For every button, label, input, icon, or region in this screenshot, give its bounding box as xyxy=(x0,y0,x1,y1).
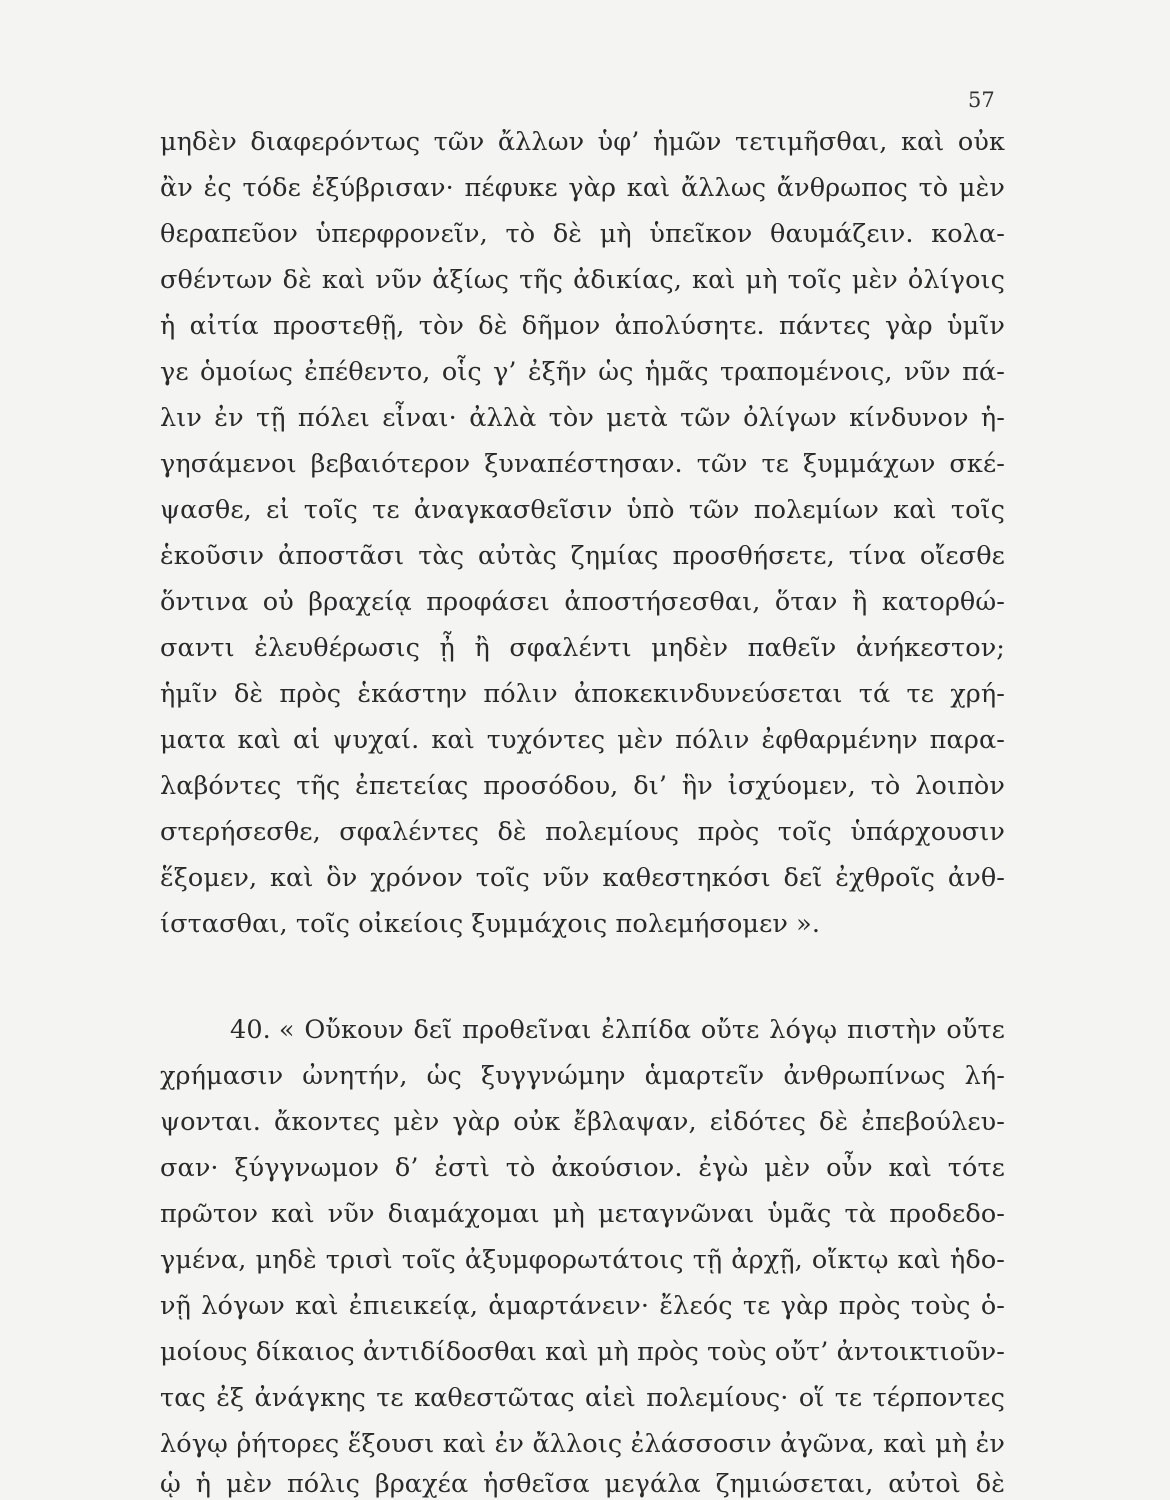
text-line: ἕξομεν, καὶ ὃν χρόνον τοῖς νῦν καθεστηκόσι δεῖ ἐχθροῖς ἀνθ- xyxy=(160,863,1005,893)
text-line: ὅντινα οὐ βραχείᾳ προφάσει ἀποστήσεσθαι, ὅταν ἢ κατορθώ- xyxy=(160,587,1005,617)
section-first-text: « Οὔκουν δεῖ προθεῖναι ἐλπίδα οὔτε λόγῳ πιστὴν οὔτε xyxy=(278,1015,1005,1045)
text-line: ματα καὶ αἱ ψυχαί. καὶ τυχόντες μὲν πόλιν ἐφθαρμένην παρα- xyxy=(160,725,1005,755)
text-line: πρῶτον καὶ νῦν διαμάχομαι μὴ μεταγνῶναι ὑμᾶς τὰ προδεδο- xyxy=(160,1199,1005,1229)
text-line: ψονται. ἄκοντες μὲν γὰρ οὐκ ἔβλαψαν, εἰδότες δὲ ἐπεβούλευ- xyxy=(160,1107,1005,1137)
text-line: ᾧ ἡ μὲν πόλις βραχέα ἡσθεῖσα μεγάλα ζημιώσεται, αὐτοὶ δὲ xyxy=(160,1470,1005,1498)
section-first-line xyxy=(230,1010,1005,1050)
text-line: ἑκοῦσιν ἀποστᾶσι τὰς αὐτὰς ζημίας προσθήσετε, τίνα οἴεσθε xyxy=(160,541,1005,571)
text-line: μηδὲν διαφερόντως τῶν ἄλλων ὑφ’ ἡμῶν τετιμῆσθαι, καὶ οὐκ xyxy=(160,127,1005,157)
text-line: ἡμῖν δὲ πρὸς ἑκάστην πόλιν ἀποκεκινδυνεύσεται τά τε χρή- xyxy=(160,679,1005,709)
text-line: ίστασθαι, τοῖς οἰκείοις ξυμμάχοις πολεμήσομεν ». xyxy=(160,909,821,939)
text-line: στερήσεσθε, σφαλέντες δὲ πολεμίους πρὸς τοῖς ὑπάρχουσιν xyxy=(160,817,1005,847)
text-line: ἡ αἰτία προστεθῇ, τὸν δὲ δῆμον ἀπολύσητε. πάντες γὰρ ὑμῖν xyxy=(160,311,1005,341)
text-line: σαν· ξύγγνωμον δ’ ἐστὶ τὸ ἀκούσιον. ἐγὼ μὲν οὖν καὶ τότε xyxy=(160,1153,1005,1183)
text-line: γμένα, μηδὲ τρισὶ τοῖς ἀξυμφορωτάτοις τῇ ἀρχῇ, οἴκτῳ καὶ ἡδο- xyxy=(160,1245,1005,1275)
text-line: σαντι ἐλευθέρωσις ᾖ ἢ σφαλέντι μηδὲν παθεῖν ἀνήκεστον; xyxy=(160,633,1005,663)
text-line: σθέντων δὲ καὶ νῦν ἀξίως τῆς ἀδικίας, καὶ μὴ τοῖς μὲν ὀλίγοις xyxy=(160,265,1005,295)
text-line: θεραπεῦον ὑπερφρονεῖν, τὸ δὲ μὴ ὑπεῖκον θαυμάζειν. κολα- xyxy=(160,219,1005,249)
text-line: λαβόντες τῆς ἐπετείας προσόδου, δι’ ἣν ἰσχύομεν, τὸ λοιπὸν xyxy=(160,771,1005,801)
page-number: 57 xyxy=(968,88,995,112)
text-line: ψασθε, εἰ τοῖς τε ἀναγκασθεῖσιν ὑπὸ τῶν πολεμίων καὶ τοῖς xyxy=(160,495,1005,525)
text-line: μοίους δίκαιος ἀντιδίδοσθαι καὶ μὴ πρὸς τοὺς οὔτ’ ἀντοικτιοῦν- xyxy=(160,1337,1005,1367)
text-line: γησάμενοι βεβαιότερον ξυναπέστησαν. τῶν τε ξυμμάχων σκέ- xyxy=(160,449,1005,479)
text-line: γε ὁμοίως ἐπέθεντο, οἷς γ’ ἐξῆν ὡς ἡμᾶς τραπομένοις, νῦν πά- xyxy=(160,357,1005,387)
text-line: ἂν ἐς τόδε ἐξύβρισαν· πέφυκε γὰρ καὶ ἄλλως ἄνθρωπος τὸ μὲν xyxy=(160,173,1005,203)
text-line: λόγῳ ῥήτορες ἕξουσι καὶ ἐν ἄλλοις ἐλάσσοσιν ἀγῶνα, καὶ μὴ ἐν xyxy=(160,1429,1005,1459)
section-number: 40. xyxy=(230,1015,271,1045)
text-line: νῇ λόγων καὶ ἐπιεικείᾳ, ἁμαρτάνειν· ἔλεός τε γὰρ πρὸς τοὺς ὁ- xyxy=(160,1291,1005,1321)
text-line: τας ἐξ ἀνάγκης τε καθεστῶτας αἰεὶ πολεμίους· οἵ τε τέρποντες xyxy=(160,1383,1005,1413)
text-line: λιν ἐν τῇ πόλει εἶναι· ἀλλὰ τὸν μετὰ τῶν ὀλίγων κίνδυνον ἡ- xyxy=(160,403,1005,433)
text-line: χρήμασιν ὠνητήν, ὡς ξυγγνώμην ἁμαρτεῖν ἀνθρωπίνως λή- xyxy=(160,1061,1005,1091)
